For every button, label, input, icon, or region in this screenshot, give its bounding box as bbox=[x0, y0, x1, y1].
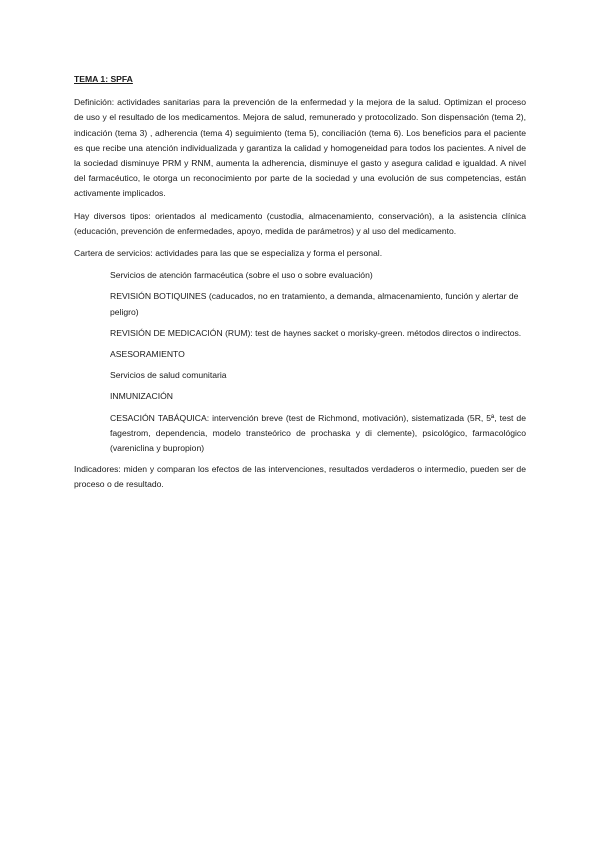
types-paragraph: Hay diversos tipos: orientados al medicamento (custodia, almacenamiento, conservación), a la asistencia clínica (educación, prevención de enfermedades, apoyo, medida de parámetros) y al uso del medicamento. bbox=[74, 210, 526, 236]
service-item-atencion: Servicios de atención farmacéutica (sobre el uso o sobre evaluación) bbox=[110, 270, 373, 281]
document-title: TEMA 1: SPFA bbox=[74, 74, 133, 84]
document-page bbox=[74, 72, 526, 500]
service-item-asesoramiento: ASESORAMIENTO bbox=[110, 349, 185, 360]
definition-paragraph: Definición: actividades sanitarias para la prevención de la enfermedad y la mejora de la salud. Optimizan el proceso de uso y el resultado de los medicamentos. Mejora de salud, remunerado y protocolizado. Son dispensación (tema 2), indicación (tema 3) , adherencia (tema 4) seguimiento (tema 5), conciliación (tema 6). Los beneficios para el paciente es que recibe una atención individualizada y garantiza la calidad y homogeneidad para todos los pacientes. A nivel de la sociedad disminuye PRM y RNM, aumenta la adherencia, disminuye el gasto y asegura calidad e igualdad. A nivel del farmacéutico, le otorga un reconocimiento por parte de la sociedad y una evolución de sus competencias, están activamente implicados. bbox=[74, 97, 526, 199]
indicators-paragraph: Indicadores: miden y comparan los efectos de las intervenciones, resultados verdaderos o intermedio, pueden ser de proceso o de resultado. bbox=[74, 464, 526, 490]
service-item-salud-comunitaria: Servicios de salud comunitaria bbox=[110, 370, 227, 381]
service-item-botiquines: REVISIÓN BOTIQUINES (caducados, no en tratamiento, a demanda, almacenamiento, función y alertar de peligro) bbox=[110, 291, 519, 317]
service-item-cesacion: CESACIÓN TABÁQUICA: intervención breve (test de Richmond, motivación), sistematizada (5R, 5ª, test de fagestrom, dependencia, modelo transteórico de prochaska y di clemente), psicológico, farmacológico (vareniclina y bupropion) bbox=[110, 412, 526, 454]
service-item-inmunizacion: INMUNIZACIÓN bbox=[110, 391, 174, 402]
services-intro: Cartera de servicios: actividades para las que se especializa y forma el personal. bbox=[74, 248, 383, 259]
service-item-medicacion: REVISIÓN DE MEDICACIÓN (RUM): test de haynes sacket o morisky-green. métodos directos o indirectos. bbox=[110, 327, 522, 338]
